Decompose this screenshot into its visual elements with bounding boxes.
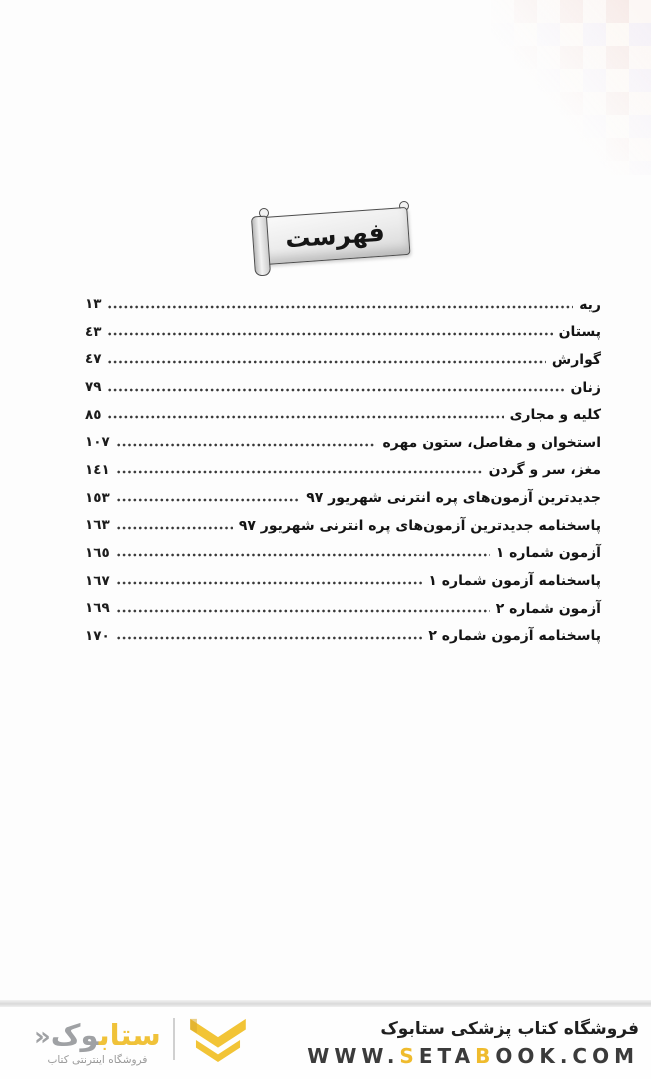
toc-entry [85,621,601,649]
double-chevron-icon [187,1017,249,1063]
toc-dot-leader [116,443,377,447]
toc-entry-title: مغز، سر و گردن [488,462,601,479]
wordmark-gold-part: ستاب [98,1018,161,1052]
toc-dot-leader [107,388,564,392]
toc-dot-leader [116,526,233,530]
toc-entry [85,565,601,593]
toc-entry-title: گوارش [551,351,601,368]
setabook-logo [34,1017,249,1069]
toc-entry [85,344,601,372]
logo-text-block [34,1020,161,1066]
toc-page-number: ١٥٣ [85,489,110,506]
toc-entry-title: پاسخنامه جدیدترین آزمون‌های پره انترنی شهریور ٩٧ [238,517,601,534]
toc-dot-leader [116,498,300,502]
wordmark-guillemet: « [34,1022,51,1052]
wordmark-gray-part: وک [50,1018,99,1052]
toc-dot-leader [116,609,490,613]
banner-plate [260,207,411,265]
toc-dot-leader [107,305,573,309]
toc-entry-title: ریه [579,296,601,313]
toc-page-number: ١٦٣ [85,517,110,534]
toc-page-number: ٧٩ [85,379,102,396]
footer [0,1007,651,1079]
store-info [307,1019,643,1068]
toc-page-number: ١٧٠ [85,627,110,644]
toc-entry [85,289,601,317]
toc-page-number: ١٤١ [85,461,110,478]
toc-entry-title: زنان [570,379,601,396]
toc-entry [85,317,601,345]
toc-entry [85,510,601,538]
toc-page-number: ١٠٧ [85,434,110,451]
toc-page-number: ١٦٧ [85,572,110,589]
toc-entry [85,427,601,455]
toc-list [85,289,601,648]
logo-divider [173,1018,175,1060]
toc-page-number: ٨٥ [85,406,102,423]
logo-tagline: فروشگاه اینترنتی کتاب [47,1054,148,1066]
toc-entry-title: پاسخنامه آزمون شماره ٢ [428,628,601,645]
toc-page-number: ٤٧ [85,351,102,368]
toc-entry [85,455,601,483]
url-segment: B [475,1043,496,1068]
toc-entry-title: پاسخنامه آزمون شماره ١ [428,573,601,590]
setabook-wordmark [34,1020,161,1052]
toc-page-number: ١٣ [85,296,102,313]
store-url [307,1044,639,1068]
toc-entry [85,400,601,428]
url-segment: S [399,1043,419,1068]
url-segment: OOK.COM [495,1043,639,1068]
toc-entry-title: کلیه و مجاری [509,407,601,424]
url-segment: WWW. [307,1043,400,1068]
toc-entry-title: استخوان و مفاصل، ستون مهره [382,434,601,451]
toc-dot-leader [116,636,423,640]
toc-dot-leader [116,581,423,585]
toc-entry-title: آزمون شماره ١ [495,545,601,562]
toc-dot-leader [107,332,552,336]
toc-entry [85,372,601,400]
toc-dot-leader [116,470,483,474]
footer-divider [0,1000,651,1007]
scan-artifact-pattern [491,0,651,175]
contents-banner [250,200,420,280]
toc-entry-title: آزمون شماره ٢ [495,600,601,617]
store-title: فروشگاه کتاب پزشکی ستابوک [380,1018,639,1039]
toc-entry-title: جدیدترین آزمون‌های پره انترنی شهریور ٩٧ [306,490,601,507]
toc-page-number: ١٦٥ [85,544,110,561]
toc-page-number: ٤٣ [85,323,102,340]
toc-entry [85,482,601,510]
page-title: فهرست [284,217,386,253]
toc-page-number: ١٦٩ [85,600,110,617]
toc-entry [85,538,601,566]
url-segment: ETA [418,1043,476,1068]
toc-entry-title: پستان [558,324,601,341]
toc-dot-leader [116,553,490,557]
toc-entry [85,593,601,621]
toc-dot-leader [107,415,503,419]
toc-dot-leader [107,360,545,364]
